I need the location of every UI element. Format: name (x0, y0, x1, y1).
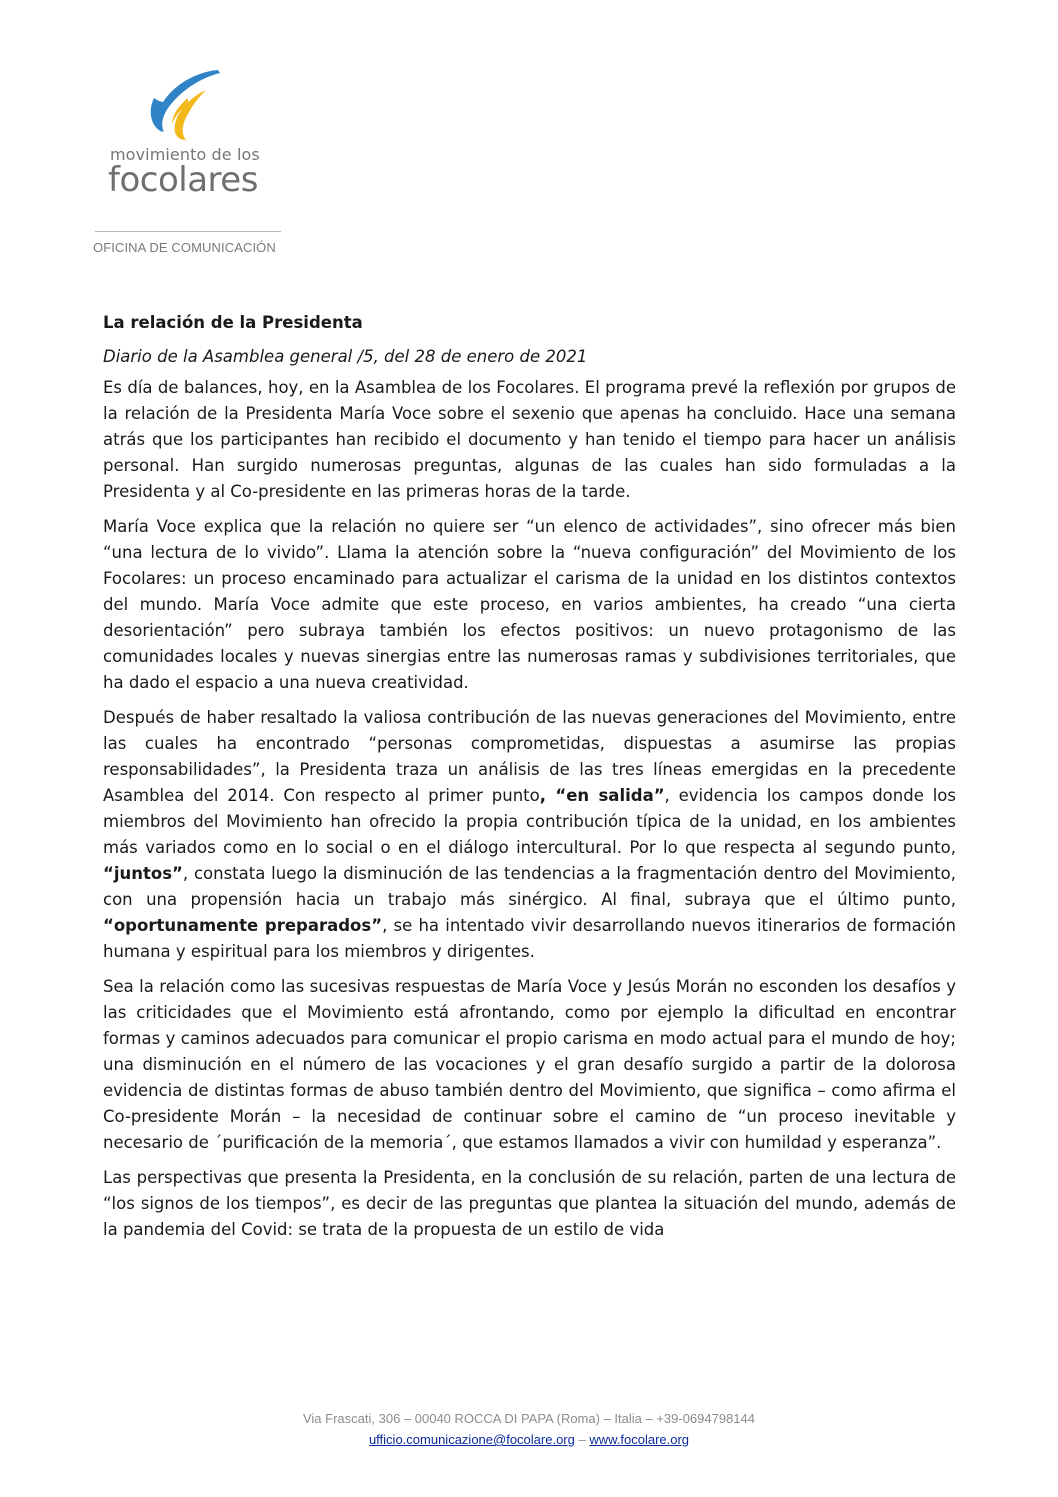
paragraph-3-bold-2: “juntos” (103, 864, 183, 883)
header-divider (95, 231, 281, 232)
footer-address: Via Frascati, 306 – 00040 ROCCA DI PAPA (Roma) – Italia – +39-0694798144 (302, 1411, 755, 1426)
logo-text-line1: movimiento de los (110, 145, 260, 164)
paragraph-5: Las perspectivas que presenta la Presidenta, en la conclusión de su relación, parten de una lectura de “los signos de los tiempos”, es decir de las preguntas que plantea la situación del mundo, además de la pandemia del Covid: se trata de la propuesta de un estilo de vida (103, 1168, 956, 1239)
office-label: OFICINA DE COMUNICACIÓN (93, 240, 276, 255)
paragraph-3-bold-3: “oportunamente preparados” (103, 916, 383, 935)
footer-links (0, 1429, 1058, 1450)
paragraph-1: Es día de balances, hoy, en la Asamblea de los Focolares. El programa prevé la reflexión por grupos de la relación de la Presidenta María Voce sobre el sexenio que apenas ha concluido. Hace una semana atrás que los participantes han recibido el documento y han tenido el tiempo para hacer un análisis personal. Han surgido numerosas preguntas, algunas de las cuales han sido formuladas a la Presidenta y al Co-presidente en las primeras horas de la tarde. (103, 378, 956, 501)
paragraph-3 (103, 705, 956, 965)
paragraph-3-text-c: , evidencia los campos donde los miembros del Movimiento han ofrecido la propia contribución típica de la unidad, en los ambientes más variados como en lo social o en el diálogo intercultural. Por lo que respecta al segundo punto, (103, 786, 956, 857)
email-link[interactable]: ufficio.comunicazione@focolare.org (368, 1432, 575, 1447)
article-body (103, 310, 956, 1252)
paragraph-3-bold-1: , “en salida” (539, 786, 665, 805)
footer-separator: – (574, 1432, 590, 1447)
paragraph-3-text-d: , constata luego la disminución de las tendencias a la fragmentación dentro del Movimiento, con una propensión hacia un trabajo más sinérgico. Al final, subraya que el último punto, (103, 864, 956, 909)
paragraph-4: Sea la relación como las sucesivas respuestas de María Voce y Jesús Morán no esconden los desafíos y las criticidades que el Movimiento está afrontando, como por ejemplo la dificultad en encontrar formas y caminos adecuados para comunicar el propio carisma en modo actual para el mundo de hoy; una disminución en el número de las vocaciones y el gran desafío surgido a partir de la dolorosa evidencia de distintas formas de abuso también dentro del Movimiento, que significa – como afirma el Co-presidente Morán – la necesidad de continuar sobre el camino de “un proceso inevitable y necesario de ´purificación de la memoria´, que estamos llamados a vivir con humildad y esperanza”. (103, 977, 956, 1152)
paragraph-2: María Voce explica que la relación no quiere ser “un elenco de actividades”, sino ofrecer más bien “una lectura de lo vivido”. Llama la atención sobre la “nueva configuración” del Movimiento de los Focolares: un proceso encaminado para actualizar el carisma de la unidad en los distintos contextos del mundo. María Voce admite que este proceso, en varios ambientes, ha creado “una cierta desorientación” pero subraya también los efectos positivos: un nuevo protagonismo de las comunidades locales y nuevas sinergias entre las numerosas ramas y subdivisiones territoriales, que ha dado el espacio a una nueva creatividad. (103, 517, 956, 692)
paragraph-3-text-e: , se ha intentado vivir desarrollando nuevos itinerarios de formación humana y espiritual para los miembros y dirigentes. (103, 916, 956, 961)
article-title: La relación de la Presidenta (103, 313, 363, 332)
focolare-swoosh-icon (148, 68, 232, 142)
website-link[interactable]: www.focolare.org (589, 1432, 690, 1447)
page-footer (0, 1408, 1058, 1450)
paragraph-3-text-a: Después de haber resaltado la valiosa contribución de las nuevas generaciones del Movimiento, entre las cuales ha encontrado “personas comprometidas, dispuestas a asumirse las propias responsabilidades”, la Presidenta traza un análisis de las tres líneas emergidas en la precedente Asamblea del 2014. Con respecto al primer punto (103, 708, 956, 805)
logo-text-line2: focolares (108, 160, 258, 200)
article-subtitle: Diario de la Asamblea general /5, del 28 de enero de 2021 (103, 347, 588, 366)
